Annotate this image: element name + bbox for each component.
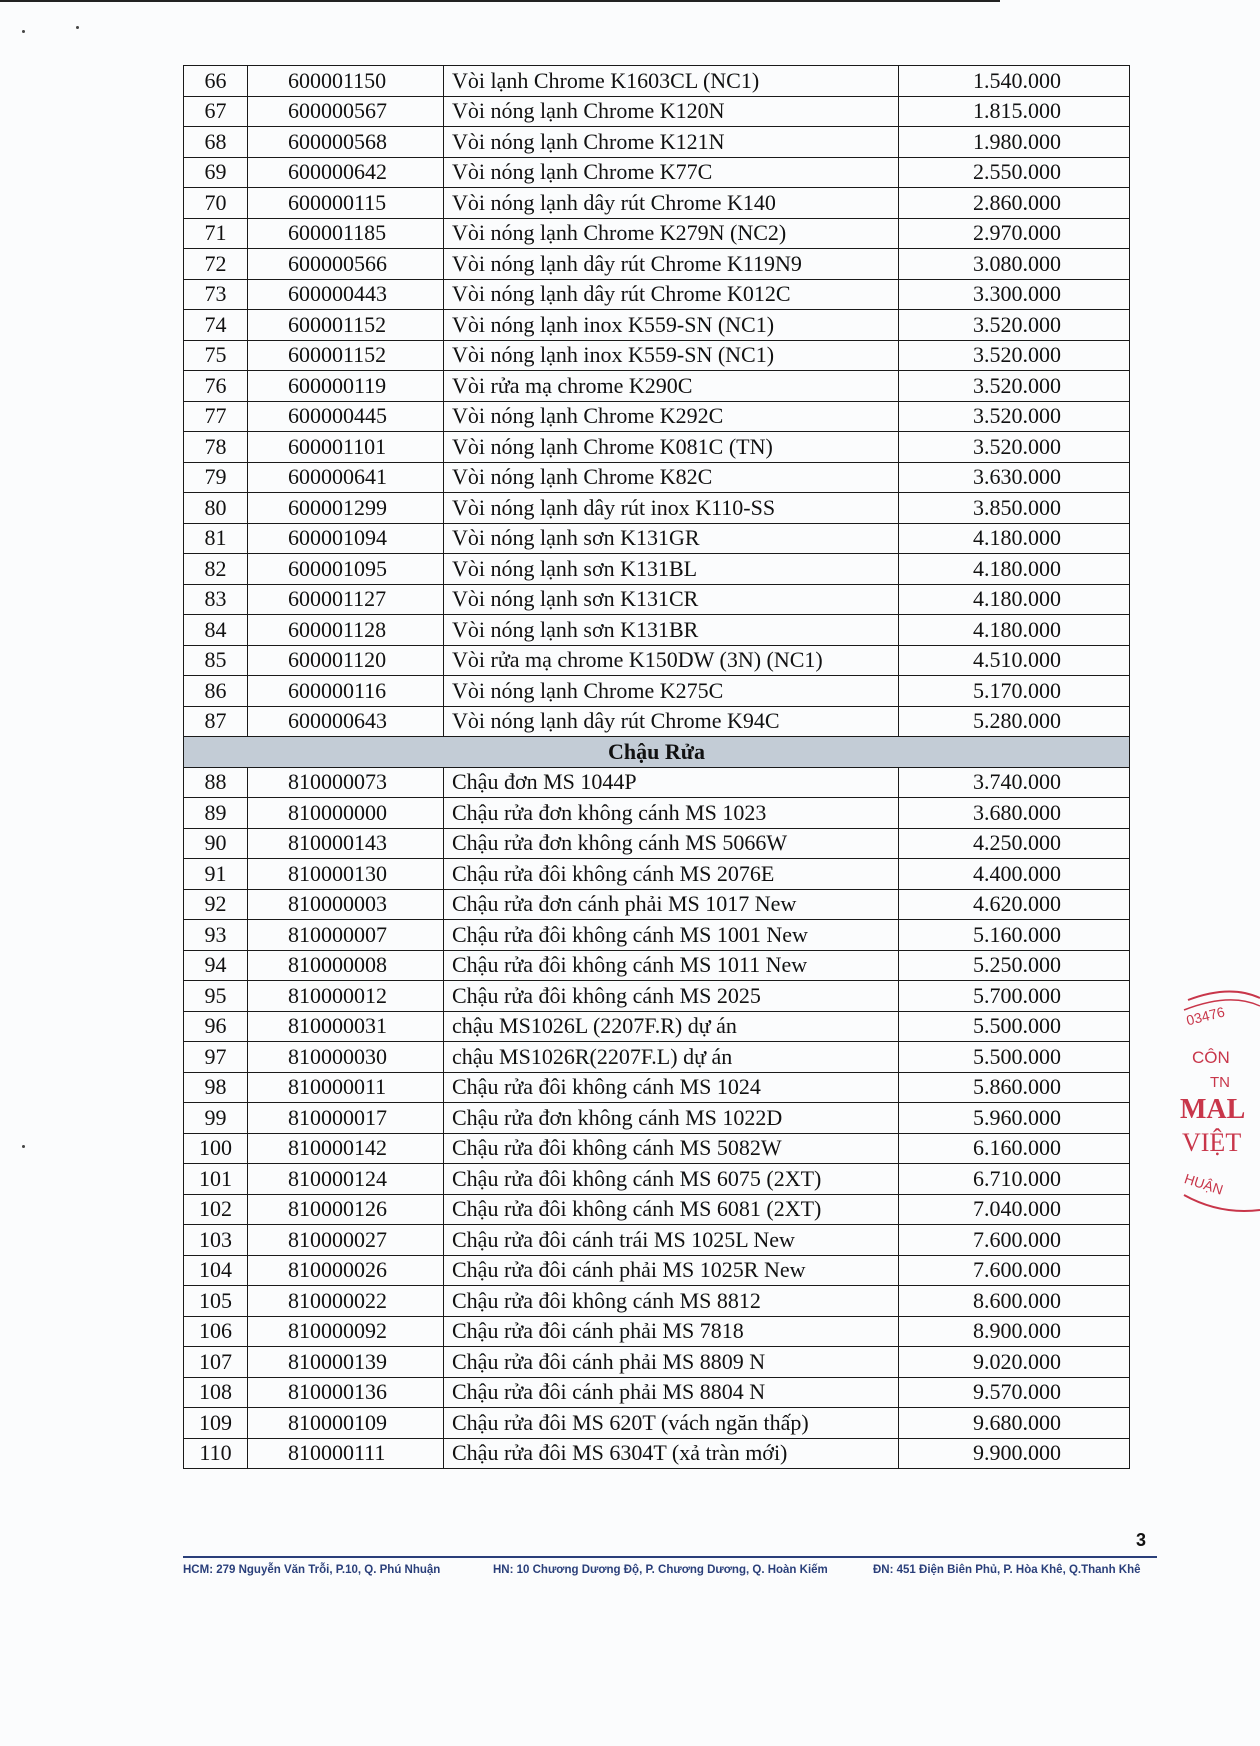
scan-speck <box>76 26 79 29</box>
table-row <box>184 1133 1130 1164</box>
product-code-cell: 600001185 <box>248 218 444 249</box>
row-number-cell: 68 <box>184 127 248 158</box>
product-name-cell: Chậu đơn MS 1044P <box>444 767 899 798</box>
row-number-cell: 107 <box>184 1347 248 1378</box>
product-code-cell: 600001128 <box>248 615 444 646</box>
product-name-cell: chậu MS1026R(2207F.L) dự án <box>444 1042 899 1073</box>
table-row <box>184 615 1130 646</box>
price-cell: 3.680.000 <box>899 798 1130 829</box>
price-cell: 9.570.000 <box>899 1377 1130 1408</box>
row-number-cell: 83 <box>184 584 248 615</box>
row-number-cell: 110 <box>184 1438 248 1469</box>
product-code-cell: 810000011 <box>248 1072 444 1103</box>
table-row <box>184 1347 1130 1378</box>
row-number-cell: 93 <box>184 920 248 951</box>
product-code-cell: 810000136 <box>248 1377 444 1408</box>
table-row <box>184 310 1130 341</box>
stamp-text-1: 03476 <box>1184 1003 1227 1029</box>
row-number-cell: 96 <box>184 1011 248 1042</box>
product-name-cell: Chậu rửa đôi không cánh MS 5082W <box>444 1133 899 1164</box>
row-number-cell: 105 <box>184 1286 248 1317</box>
price-cell: 8.600.000 <box>899 1286 1130 1317</box>
product-code-cell: 810000017 <box>248 1103 444 1134</box>
product-code-cell: 810000012 <box>248 981 444 1012</box>
table-row <box>184 981 1130 1012</box>
product-name-cell: Chậu rửa đôi không cánh MS 1011 New <box>444 950 899 981</box>
table-row <box>184 1042 1130 1073</box>
row-number-cell: 73 <box>184 279 248 310</box>
price-cell: 3.850.000 <box>899 493 1130 524</box>
row-number-cell: 72 <box>184 249 248 280</box>
row-number-cell: 106 <box>184 1316 248 1347</box>
row-number-cell: 89 <box>184 798 248 829</box>
product-code-cell: 810000130 <box>248 859 444 890</box>
product-code-cell: 810000139 <box>248 1347 444 1378</box>
product-name-cell: Vòi nóng lạnh sơn K131GR <box>444 523 899 554</box>
price-cell: 3.630.000 <box>899 462 1130 493</box>
footer-rule <box>183 1556 1157 1558</box>
product-code-cell: 810000007 <box>248 920 444 951</box>
product-name-cell: Vòi nóng lạnh inox K559-SN (NC1) <box>444 310 899 341</box>
table-row <box>184 432 1130 463</box>
row-number-cell: 101 <box>184 1164 248 1195</box>
row-number-cell: 67 <box>184 96 248 127</box>
table-row <box>184 218 1130 249</box>
table-row <box>184 1286 1130 1317</box>
table-row <box>184 188 1130 219</box>
product-name-cell: Chậu rửa đơn không cánh MS 5066W <box>444 828 899 859</box>
row-number-cell: 79 <box>184 462 248 493</box>
product-code-cell: 600000116 <box>248 676 444 707</box>
row-number-cell: 94 <box>184 950 248 981</box>
product-name-cell: Chậu rửa đôi cánh phải MS 7818 <box>444 1316 899 1347</box>
price-cell: 2.970.000 <box>899 218 1130 249</box>
product-name-cell: Chậu rửa đôi cánh phải MS 8809 N <box>444 1347 899 1378</box>
price-cell: 4.180.000 <box>899 554 1130 585</box>
product-code-cell: 600001152 <box>248 340 444 371</box>
table-row <box>184 645 1130 676</box>
product-name-cell: Vòi nóng lạnh dây rút Chrome K012C <box>444 279 899 310</box>
table-row <box>184 127 1130 158</box>
table-row <box>184 1225 1130 1256</box>
product-code-cell: 810000109 <box>248 1408 444 1439</box>
product-code-cell: 600000119 <box>248 371 444 402</box>
product-code-cell: 600001101 <box>248 432 444 463</box>
product-name-cell: Vòi nóng lạnh Chrome K120N <box>444 96 899 127</box>
row-number-cell: 69 <box>184 157 248 188</box>
price-cell: 4.250.000 <box>899 828 1130 859</box>
product-code-cell: 600000642 <box>248 157 444 188</box>
row-number-cell: 80 <box>184 493 248 524</box>
price-cell: 3.520.000 <box>899 432 1130 463</box>
product-code-cell: 810000073 <box>248 767 444 798</box>
product-code-cell: 810000008 <box>248 950 444 981</box>
product-code-cell: 810000031 <box>248 1011 444 1042</box>
product-name-cell: Vòi nóng lạnh Chrome K121N <box>444 127 899 158</box>
product-code-cell: 810000143 <box>248 828 444 859</box>
price-cell: 4.180.000 <box>899 615 1130 646</box>
table-row <box>184 1377 1130 1408</box>
product-name-cell: Chậu rửa đôi không cánh MS 6075 (2XT) <box>444 1164 899 1195</box>
product-code-cell: 600000566 <box>248 249 444 280</box>
table-row <box>184 554 1130 585</box>
row-number-cell: 66 <box>184 66 248 97</box>
product-name-cell: Vòi nóng lạnh dây rút Chrome K119N9 <box>444 249 899 280</box>
table-row <box>184 1316 1130 1347</box>
table-row <box>184 249 1130 280</box>
product-code-cell: 600000445 <box>248 401 444 432</box>
price-cell: 2.550.000 <box>899 157 1130 188</box>
price-cell: 6.710.000 <box>899 1164 1130 1195</box>
price-cell: 2.860.000 <box>899 188 1130 219</box>
product-code-cell: 600001095 <box>248 554 444 585</box>
row-number-cell: 87 <box>184 706 248 737</box>
price-cell: 3.300.000 <box>899 279 1130 310</box>
product-name-cell: Vòi nóng lạnh Chrome K77C <box>444 157 899 188</box>
price-cell: 1.815.000 <box>899 96 1130 127</box>
product-name-cell: Vòi nóng lạnh sơn K131BR <box>444 615 899 646</box>
table-row <box>184 1438 1130 1469</box>
table-row <box>184 1072 1130 1103</box>
product-code-cell: 600001094 <box>248 523 444 554</box>
company-stamp <box>1170 990 1260 1220</box>
row-number-cell: 81 <box>184 523 248 554</box>
table-row <box>184 523 1130 554</box>
product-name-cell: Chậu rửa đôi MS 620T (vách ngăn thấp) <box>444 1408 899 1439</box>
price-cell: 5.500.000 <box>899 1042 1130 1073</box>
table-row <box>184 676 1130 707</box>
product-name-cell: Chậu rửa đôi cánh phải MS 1025R New <box>444 1255 899 1286</box>
product-code-cell: 810000142 <box>248 1133 444 1164</box>
product-name-cell: Chậu rửa đôi không cánh MS 8812 <box>444 1286 899 1317</box>
product-name-cell: Chậu rửa đôi MS 6304T (xả tràn mới) <box>444 1438 899 1469</box>
table-row <box>184 371 1130 402</box>
table-row <box>184 859 1130 890</box>
footer-address-dn: ĐN: 451 Điện Biên Phủ, P. Hòa Khê, Q.Thanh Khê <box>873 1564 1141 1576</box>
product-code-cell: 600001299 <box>248 493 444 524</box>
product-code-cell: 600001127 <box>248 584 444 615</box>
price-cell: 9.680.000 <box>899 1408 1130 1439</box>
price-cell: 3.520.000 <box>899 371 1130 402</box>
price-cell: 4.620.000 <box>899 889 1130 920</box>
product-code-cell: 600000115 <box>248 188 444 219</box>
table-row <box>184 462 1130 493</box>
product-name-cell: Vòi nóng lạnh dây rút inox K110-SS <box>444 493 899 524</box>
product-code-cell: 600001120 <box>248 645 444 676</box>
table-row <box>184 279 1130 310</box>
product-code-cell: 810000092 <box>248 1316 444 1347</box>
row-number-cell: 109 <box>184 1408 248 1439</box>
row-number-cell: 78 <box>184 432 248 463</box>
product-name-cell: Vòi nóng lạnh Chrome K275C <box>444 676 899 707</box>
product-code-cell: 600000641 <box>248 462 444 493</box>
price-cell: 5.280.000 <box>899 706 1130 737</box>
price-table <box>183 65 1130 1469</box>
product-code-cell: 810000027 <box>248 1225 444 1256</box>
row-number-cell: 74 <box>184 310 248 341</box>
product-name-cell: Vòi nóng lạnh inox K559-SN (NC1) <box>444 340 899 371</box>
table-row <box>184 96 1130 127</box>
footer-address-hn: HN: 10 Chương Dương Độ, P. Chương Dương, Q. Hoàn Kiếm <box>493 1564 828 1576</box>
product-name-cell: Chậu rửa đơn không cánh MS 1023 <box>444 798 899 829</box>
price-cell: 8.900.000 <box>899 1316 1130 1347</box>
price-cell: 7.600.000 <box>899 1225 1130 1256</box>
row-number-cell: 85 <box>184 645 248 676</box>
table-row <box>184 584 1130 615</box>
price-cell: 4.400.000 <box>899 859 1130 890</box>
product-code-cell: 810000124 <box>248 1164 444 1195</box>
table-row <box>184 950 1130 981</box>
product-name-cell: Chậu rửa đôi không cánh MS 1024 <box>444 1072 899 1103</box>
product-name-cell: Chậu rửa đôi không cánh MS 2025 <box>444 981 899 1012</box>
row-number-cell: 102 <box>184 1194 248 1225</box>
product-code-cell: 810000022 <box>248 1286 444 1317</box>
price-cell: 1.980.000 <box>899 127 1130 158</box>
product-code-cell: 600001150 <box>248 66 444 97</box>
price-cell: 1.540.000 <box>899 66 1130 97</box>
product-name-cell: chậu MS1026L (2207F.R) dự án <box>444 1011 899 1042</box>
table-row <box>184 1103 1130 1134</box>
row-number-cell: 100 <box>184 1133 248 1164</box>
product-name-cell: Chậu rửa đôi cánh trái MS 1025L New <box>444 1225 899 1256</box>
price-cell: 3.080.000 <box>899 249 1130 280</box>
product-name-cell: Vòi nóng lạnh Chrome K279N (NC2) <box>444 218 899 249</box>
row-number-cell: 104 <box>184 1255 248 1286</box>
stamp-text-4: MAL <box>1180 1094 1246 1125</box>
product-name-cell: Vòi rửa mạ chrome K150DW (3N) (NC1) <box>444 645 899 676</box>
table-row <box>184 1408 1130 1439</box>
product-code-cell: 600000643 <box>248 706 444 737</box>
product-code-cell: 600000443 <box>248 279 444 310</box>
table-row <box>184 706 1130 737</box>
product-name-cell: Chậu rửa đôi cánh phải MS 8804 N <box>444 1377 899 1408</box>
price-cell: 5.860.000 <box>899 1072 1130 1103</box>
table-row <box>184 1255 1130 1286</box>
product-name-cell: Chậu rửa đôi không cánh MS 2076E <box>444 859 899 890</box>
row-number-cell: 103 <box>184 1225 248 1256</box>
price-cell: 5.170.000 <box>899 676 1130 707</box>
product-name-cell: Vòi nóng lạnh sơn K131CR <box>444 584 899 615</box>
product-name-cell: Vòi nóng lạnh Chrome K292C <box>444 401 899 432</box>
table-row <box>184 401 1130 432</box>
scan-speck <box>22 1145 25 1148</box>
top-rule <box>0 0 1000 2</box>
price-cell: 5.250.000 <box>899 950 1130 981</box>
price-cell: 7.600.000 <box>899 1255 1130 1286</box>
product-code-cell: 810000111 <box>248 1438 444 1469</box>
table-row <box>184 157 1130 188</box>
row-number-cell: 86 <box>184 676 248 707</box>
stamp-text-5: VIỆT <box>1182 1128 1242 1157</box>
row-number-cell: 77 <box>184 401 248 432</box>
table-row <box>184 828 1130 859</box>
product-name-cell: Vòi nóng lạnh dây rút Chrome K140 <box>444 188 899 219</box>
row-number-cell: 88 <box>184 767 248 798</box>
price-cell: 3.520.000 <box>899 340 1130 371</box>
product-code-cell: 600000567 <box>248 96 444 127</box>
row-number-cell: 76 <box>184 371 248 402</box>
row-number-cell: 98 <box>184 1072 248 1103</box>
row-number-cell: 92 <box>184 889 248 920</box>
row-number-cell: 82 <box>184 554 248 585</box>
row-number-cell: 95 <box>184 981 248 1012</box>
page-number: 3 <box>1136 1530 1147 1550</box>
product-code-cell: 810000026 <box>248 1255 444 1286</box>
product-name-cell: Vòi nóng lạnh dây rút Chrome K94C <box>444 706 899 737</box>
product-name-cell: Vòi rửa mạ chrome K290C <box>444 371 899 402</box>
row-number-cell: 71 <box>184 218 248 249</box>
price-cell: 3.740.000 <box>899 767 1130 798</box>
row-number-cell: 75 <box>184 340 248 371</box>
row-number-cell: 90 <box>184 828 248 859</box>
table-row <box>184 1011 1130 1042</box>
product-name-cell: Chậu rửa đôi không cánh MS 1001 New <box>444 920 899 951</box>
section-header-row <box>184 737 1130 768</box>
price-cell: 4.510.000 <box>899 645 1130 676</box>
price-cell: 5.500.000 <box>899 1011 1130 1042</box>
product-name-cell: Vòi nóng lạnh Chrome K82C <box>444 462 899 493</box>
price-cell: 7.040.000 <box>899 1194 1130 1225</box>
product-code-cell: 810000000 <box>248 798 444 829</box>
product-code-cell: 600001152 <box>248 310 444 341</box>
product-code-cell: 810000030 <box>248 1042 444 1073</box>
price-cell: 5.700.000 <box>899 981 1130 1012</box>
row-number-cell: 108 <box>184 1377 248 1408</box>
stamp-text-2: CÔN <box>1192 1048 1230 1067</box>
row-number-cell: 70 <box>184 188 248 219</box>
price-cell: 6.160.000 <box>899 1133 1130 1164</box>
table-row <box>184 920 1130 951</box>
price-cell: 4.180.000 <box>899 584 1130 615</box>
section-title: Chậu Rửa <box>184 737 1130 768</box>
footer-address-hcm: HCM: 279 Nguyễn Văn Trỗi, P.10, Q. Phú Nhuận <box>183 1564 441 1576</box>
product-name-cell: Chậu rửa đôi không cánh MS 6081 (2XT) <box>444 1194 899 1225</box>
row-number-cell: 97 <box>184 1042 248 1073</box>
price-cell: 3.520.000 <box>899 401 1130 432</box>
table-row <box>184 798 1130 829</box>
product-name-cell: Chậu rửa đơn không cánh MS 1022D <box>444 1103 899 1134</box>
product-code-cell: 810000126 <box>248 1194 444 1225</box>
price-cell: 9.020.000 <box>899 1347 1130 1378</box>
product-name-cell: Chậu rửa đơn cánh phải MS 1017 New <box>444 889 899 920</box>
price-cell: 5.960.000 <box>899 1103 1130 1134</box>
table-row <box>184 340 1130 371</box>
table-row <box>184 1164 1130 1195</box>
product-name-cell: Vòi nóng lạnh sơn K131BL <box>444 554 899 585</box>
price-cell: 9.900.000 <box>899 1438 1130 1469</box>
scan-speck <box>22 30 25 33</box>
product-code-cell: 600000568 <box>248 127 444 158</box>
table-row <box>184 66 1130 97</box>
table-row <box>184 767 1130 798</box>
price-cell: 4.180.000 <box>899 523 1130 554</box>
row-number-cell: 99 <box>184 1103 248 1134</box>
stamp-text-3: TN <box>1210 1074 1230 1091</box>
product-name-cell: Vòi nóng lạnh Chrome K081C (TN) <box>444 432 899 463</box>
product-name-cell: Vòi lạnh Chrome K1603CL (NC1) <box>444 66 899 97</box>
product-code-cell: 810000003 <box>248 889 444 920</box>
row-number-cell: 84 <box>184 615 248 646</box>
table-row <box>184 889 1130 920</box>
row-number-cell: 91 <box>184 859 248 890</box>
table-row <box>184 493 1130 524</box>
price-cell: 5.160.000 <box>899 920 1130 951</box>
stamp-text-6: HUẬN <box>1182 1170 1226 1198</box>
price-cell: 3.520.000 <box>899 310 1130 341</box>
table-row <box>184 1194 1130 1225</box>
